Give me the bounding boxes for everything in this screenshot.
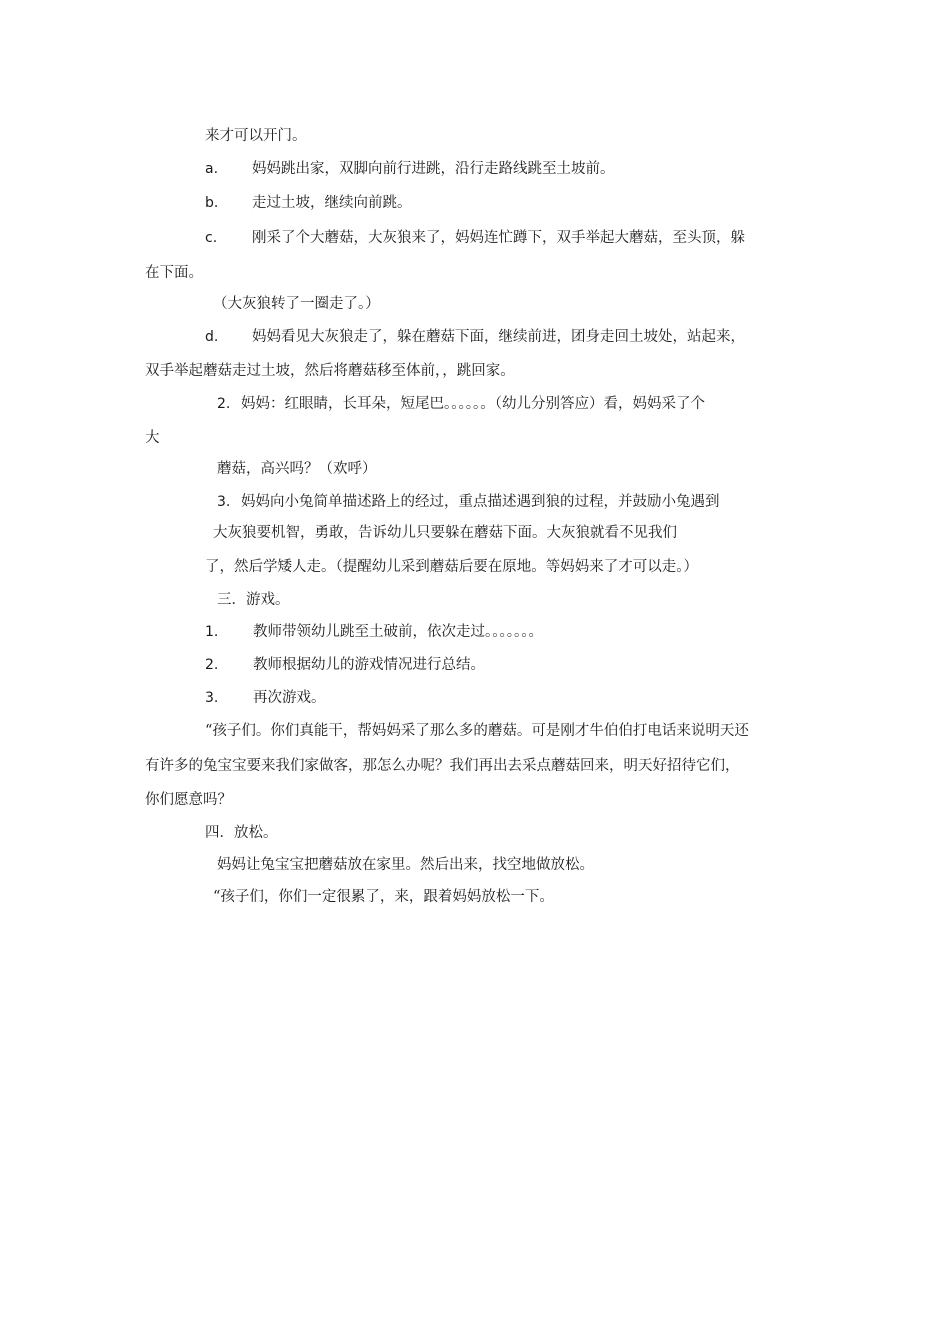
- list-marker: 3.: [205, 690, 219, 706]
- list-item-text: 教师带领幼儿跳至土破前，依次走过。。。。。。。: [253, 624, 543, 640]
- list-marker: 1.: [205, 624, 219, 640]
- text-line: 大灰狼要机智，勇敢，告诉幼儿只要躲在蘑菇下面。大灰狼就看不见我们: [213, 525, 677, 541]
- text-line: 有许多的兔宝宝要来我们家做客，那怎么办呢？我们再出去采点蘑菇回来，明天好招待它们，: [145, 758, 740, 774]
- list-marker: 3.: [217, 494, 231, 510]
- list-item-c: [205, 228, 745, 248]
- list-item-a: [205, 159, 615, 179]
- text-line: （大灰狼转了一圈走了。）: [213, 296, 380, 312]
- list-marker: a.: [205, 161, 219, 177]
- list-item-text: 刚采了个大蘑菇，大灰狼来了，妈妈连忙蹲下，双手举起大蘑菇，至头顶，躲: [252, 230, 745, 246]
- list-item-text: 妈妈看见大灰狼走了，躲在蘑菇下面，继续前进，团身走回土坡处，站起来，: [252, 329, 745, 345]
- list-item-text: 教师根据幼儿的游戏情况进行总结。: [253, 657, 485, 673]
- numbered-item-3: [217, 492, 720, 512]
- list-marker: c.: [205, 230, 218, 246]
- text-line: “孩子们，你们一定很累了，来，跟着妈妈放松一下。: [213, 889, 554, 905]
- section-heading: 四．放松。: [205, 825, 278, 841]
- text-line: 蘑菇，高兴吗？（欢呼）: [217, 461, 377, 477]
- list-item-text: 妈妈向小兔简单描述路上的经过，重点描述遇到狼的过程，并鼓励小兔遇到: [241, 494, 720, 510]
- text-line: 了，然后学矮人走。（提醒幼儿采到蘑菇后要在原地。等妈妈来了才可以走。）: [205, 559, 698, 575]
- text-line: 大: [145, 430, 160, 446]
- text-line: 你们愿意吗？: [145, 792, 232, 808]
- numbered-item-1: [205, 622, 543, 642]
- list-item-d: [205, 327, 745, 347]
- text-line: 妈妈让兔宝宝把蘑菇放在家里。然后出来，找空地做放松。: [217, 857, 594, 873]
- text-line: 来才可以开门。: [205, 128, 307, 144]
- list-item-text: 妈妈：红眼睛，长耳朵，短尾巴。。。。。。（幼儿分别答应）看，妈妈采了个: [241, 396, 705, 412]
- text-line: “孩子们。你们真能干，帮妈妈采了那么多的蘑菇。可是刚才牛伯伯打电话来说明天还: [205, 723, 749, 739]
- numbered-item-2: [217, 394, 705, 414]
- list-marker: 2.: [217, 396, 231, 412]
- list-item-text: 走过土坡，继续向前跳。: [252, 195, 412, 211]
- text-line: 在下面。: [145, 265, 203, 281]
- list-item-b: [205, 193, 412, 213]
- text-line: 双手举起蘑菇走过土坡，然后将蘑菇移至体前，，跳回家。: [145, 363, 515, 379]
- numbered-item-3: [205, 688, 326, 708]
- list-item-text: 妈妈跳出家，双脚向前行进跳，沿行走路线跳至土坡前。: [252, 161, 615, 177]
- list-item-text: 再次游戏。: [253, 690, 326, 706]
- section-heading: 三．游戏。: [217, 592, 290, 608]
- list-marker: 2.: [205, 657, 219, 673]
- list-marker: b.: [205, 195, 219, 211]
- numbered-item-2: [205, 655, 485, 675]
- list-marker: d.: [205, 329, 219, 345]
